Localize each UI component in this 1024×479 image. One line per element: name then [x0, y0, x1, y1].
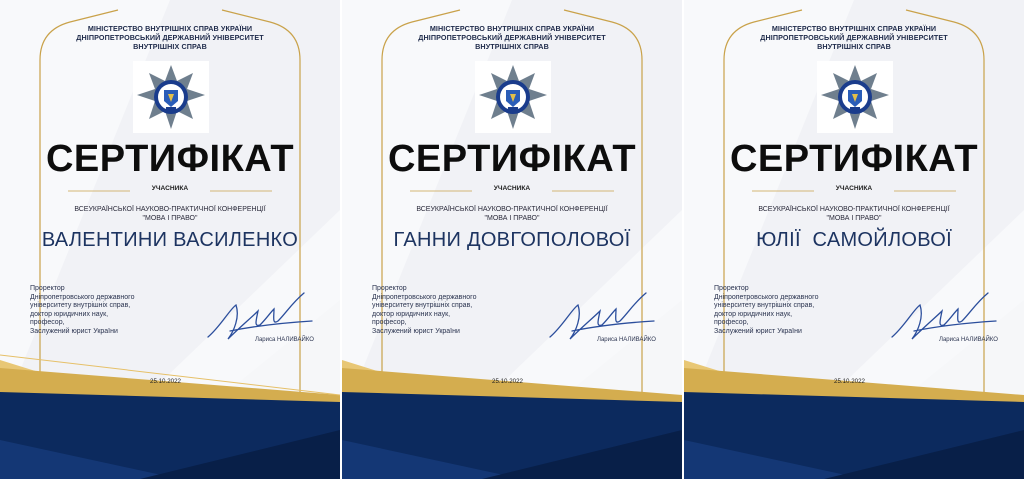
prorector-line: університету внутрішніх справ, [30, 302, 131, 310]
prorector-block [372, 285, 476, 337]
recipient-name: ГАННИ ДОВГОПОЛОВОЇ [393, 229, 631, 251]
prorector-line: професор, [372, 319, 407, 327]
conference-name: "МОВА І ПРАВО" [142, 214, 198, 222]
issue-date: 25.10.2022 [492, 378, 523, 385]
university-emblem-icon [817, 61, 893, 133]
prorector-line: Дніпропетровського державного [714, 293, 819, 301]
ministry-line: МІНІСТЕРСТВО ВНУТРІШНІХ СПРАВ УКРАЇНИ [771, 24, 937, 33]
prorector-line: доктор юридичних наук, [714, 310, 793, 318]
conference-text [342, 206, 682, 223]
prorector-line: Проректор [714, 285, 749, 292]
participant-label: УЧАСНИКА [835, 185, 873, 192]
conference-text [0, 206, 340, 223]
prorector-block [30, 285, 134, 337]
prorector-block [714, 285, 818, 337]
prorector-line: Дніпропетровського державного [372, 293, 477, 301]
conference-name: "МОВА І ПРАВО" [484, 214, 540, 222]
recipient-name: ЮЛІЇ САМОЙЛОВОЇ [756, 229, 952, 251]
certificate-title: СЕРТИФІКАТ [729, 138, 979, 180]
participant-label: УЧАСНИКА [493, 185, 531, 192]
conference-text [684, 206, 1024, 223]
university-line: ДНІПРОПЕТРОВСЬКИЙ ДЕРЖАВНИЙ УНІВЕРСИТЕТ [418, 33, 606, 42]
conference-name: "МОВА І ПРАВО" [826, 214, 882, 222]
prorector-line: Проректор [30, 285, 65, 292]
prorector-line: доктор юридичних наук, [30, 310, 109, 318]
conference-line: ВСЕУКРАЇНСЬКОЇ НАУКОВО-ПРАКТИЧНОЇ КОНФЕРЕНЦІЇ [758, 206, 950, 213]
university-line-2: ВНУТРІШНІХ СПРАВ [133, 42, 207, 51]
certificate-card [684, 0, 1024, 479]
issue-date: 25.10.2022 [834, 378, 865, 385]
university-line: ДНІПРОПЕТРОВСЬКИЙ ДЕРЖАВНИЙ УНІВЕРСИТЕТ [760, 33, 948, 42]
prorector-line: Заслужений юрист України [30, 327, 118, 335]
prorector-line: професор, [714, 319, 749, 327]
university-line-2: ВНУТРІШНІХ СПРАВ [817, 42, 891, 51]
prorector-line: Заслужений юрист України [372, 327, 460, 335]
conference-line: ВСЕУКРАЇНСЬКОЇ НАУКОВО-ПРАКТИЧНОЇ КОНФЕРЕНЦІЇ [416, 206, 608, 213]
certificate-title: СЕРТИФІКАТ [387, 138, 637, 180]
prorector-line: університету внутрішніх справ, [372, 302, 473, 310]
signer-name: Лариса НАЛИВАЙКО [597, 337, 656, 343]
certificate-card [0, 0, 340, 479]
ministry-header [684, 24, 1024, 51]
ministry-line: МІНІСТЕРСТВО ВНУТРІШНІХ СПРАВ УКРАЇНИ [87, 24, 253, 33]
prorector-line: Заслужений юрист України [714, 327, 802, 335]
university-line-2: ВНУТРІШНІХ СПРАВ [475, 42, 549, 51]
certificate-card [342, 0, 682, 479]
ministry-line: МІНІСТЕРСТВО ВНУТРІШНІХ СПРАВ УКРАЇНИ [429, 24, 595, 33]
issue-date: 25.10.2022 [150, 378, 181, 385]
prorector-line: професор, [30, 319, 65, 327]
signer-name: Лариса НАЛИВАЙКО [939, 337, 998, 343]
prorector-line: університету внутрішніх справ, [714, 302, 815, 310]
prorector-line: Проректор [372, 285, 407, 292]
prorector-line: Дніпропетровського державного [30, 293, 135, 301]
participant-label: УЧАСНИКА [151, 185, 189, 192]
recipient-name: ВАЛЕНТИНИ ВАСИЛЕНКО [41, 229, 299, 251]
university-line: ДНІПРОПЕТРОВСЬКИЙ ДЕРЖАВНИЙ УНІВЕРСИТЕТ [76, 33, 264, 42]
signer-name: Лариса НАЛИВАЙКО [255, 337, 314, 343]
conference-line: ВСЕУКРАЇНСЬКОЇ НАУКОВО-ПРАКТИЧНОЇ КОНФЕРЕНЦІЇ [74, 206, 266, 213]
certificate-title: СЕРТИФІКАТ [45, 138, 295, 180]
university-emblem-icon [133, 61, 209, 133]
prorector-line: доктор юридичних наук, [372, 310, 451, 318]
ministry-header [0, 24, 340, 51]
ministry-header [342, 24, 682, 51]
university-emblem-icon [475, 61, 551, 133]
